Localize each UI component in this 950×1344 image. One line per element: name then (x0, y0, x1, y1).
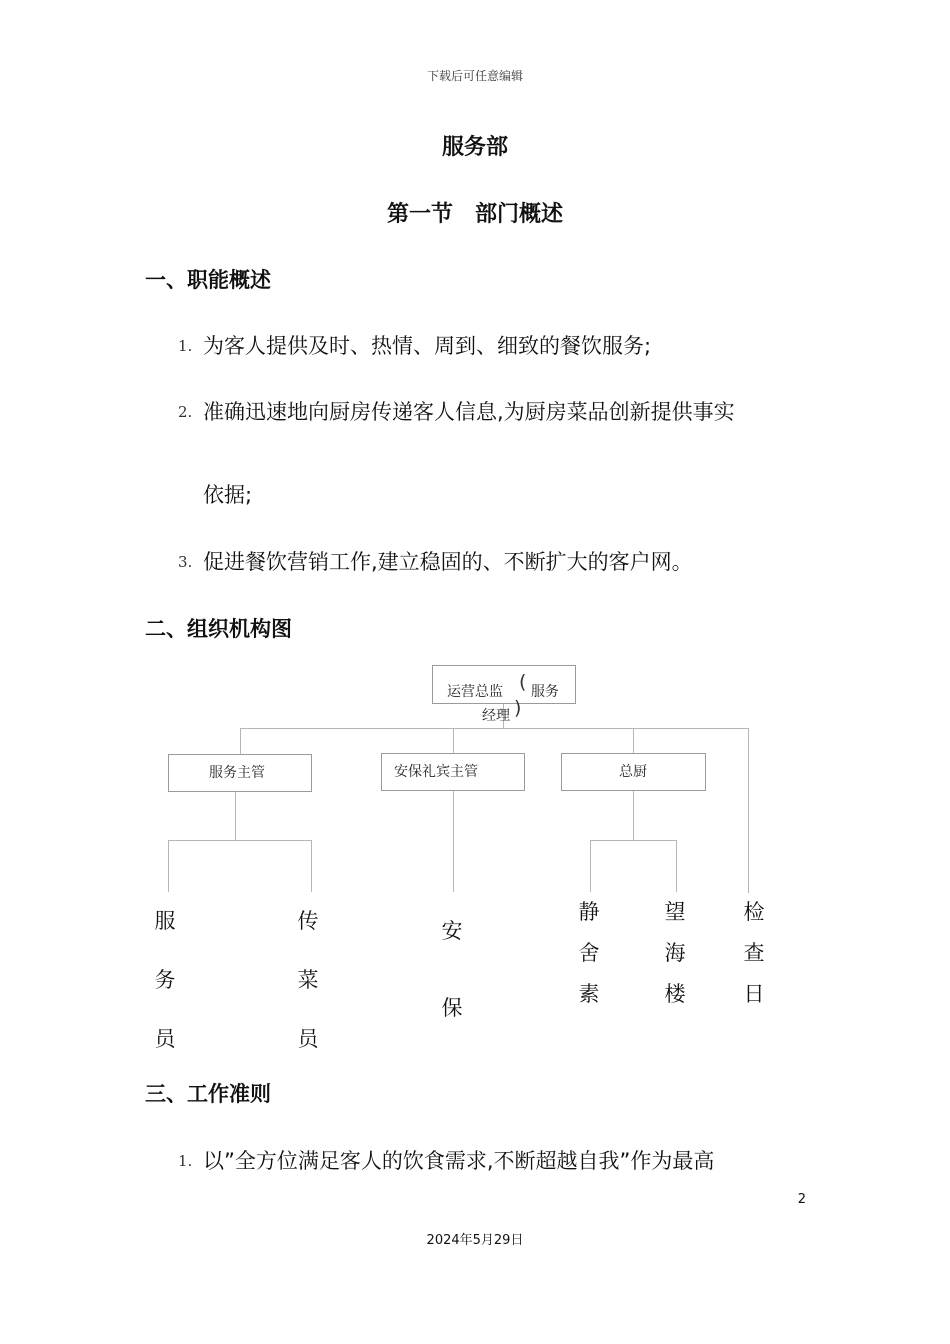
org-paren: ) (514, 697, 522, 719)
org-box-label: 经理 (482, 708, 510, 724)
connector-line (633, 790, 634, 840)
org-leaf-waiter: 服务员 (154, 909, 176, 1051)
connector-line (168, 840, 169, 892)
connector-line (590, 840, 591, 892)
org-leaf-food-runner: 传菜员 (297, 909, 319, 1051)
org-box-chef (561, 753, 706, 791)
heading-functions: 一、职能概述 (145, 268, 271, 292)
connector-line (235, 790, 236, 840)
list-item: 为客人提供及时、热情、周到、细致的餐饮服务; (203, 334, 652, 358)
list-item: 促进餐饮营销工作,建立稳固的、不断扩大的客户网。 (203, 550, 693, 574)
org-box-label: 服务 (531, 684, 559, 700)
connector-line (748, 728, 749, 893)
list-item: 准确迅速地向厨房传递客人信息,为厨房菜品创新提供事实 (203, 400, 735, 424)
heading-work-principles: 三、工作准则 (145, 1082, 271, 1106)
org-box-director (432, 665, 576, 704)
footer-date: 2024年5月29日 (426, 1233, 524, 1248)
heading-org-chart: 二、组织机构图 (145, 617, 292, 641)
connector-line (240, 728, 241, 754)
list-item: 以”全方位满足客人的饮食需求,不断超越自我”作为最高 (203, 1149, 715, 1173)
connector-line (676, 840, 677, 892)
org-leaf-wanghai: 望海楼 (664, 900, 686, 1006)
list-item-continuation: 依据; (203, 483, 253, 507)
header-note: 下载后可任意编辑 (426, 69, 523, 83)
org-box-label: 运营总监 (447, 684, 503, 700)
org-box-service-supervisor (168, 754, 312, 792)
org-box-label: 总厨 (619, 764, 647, 780)
connector-line (168, 840, 312, 841)
connector-line (240, 728, 749, 729)
connector-line (311, 840, 312, 892)
connector-line (453, 790, 454, 892)
section-title: 第一节 部门概述 (386, 202, 563, 227)
connector-line (453, 728, 454, 754)
org-paren: ( (519, 671, 527, 693)
list-number: 1. (178, 1152, 193, 1170)
document-title: 服务部 (441, 135, 508, 160)
org-box-label: 服务主管 (209, 765, 265, 781)
org-leaf-inspection: 检查日 (743, 900, 765, 1006)
connector-line (590, 840, 677, 841)
list-number: 3. (178, 553, 193, 571)
list-number: 1. (178, 337, 193, 355)
page-number: 2 (797, 1192, 806, 1207)
org-leaf-security: 安保 (441, 919, 463, 1020)
connector-line (633, 728, 634, 754)
org-leaf-jingshe: 静舍素 (578, 900, 600, 1006)
org-box-security-supervisor (381, 753, 525, 791)
org-box-label: 安保礼宾主管 (394, 764, 478, 780)
list-number: 2. (178, 403, 193, 421)
